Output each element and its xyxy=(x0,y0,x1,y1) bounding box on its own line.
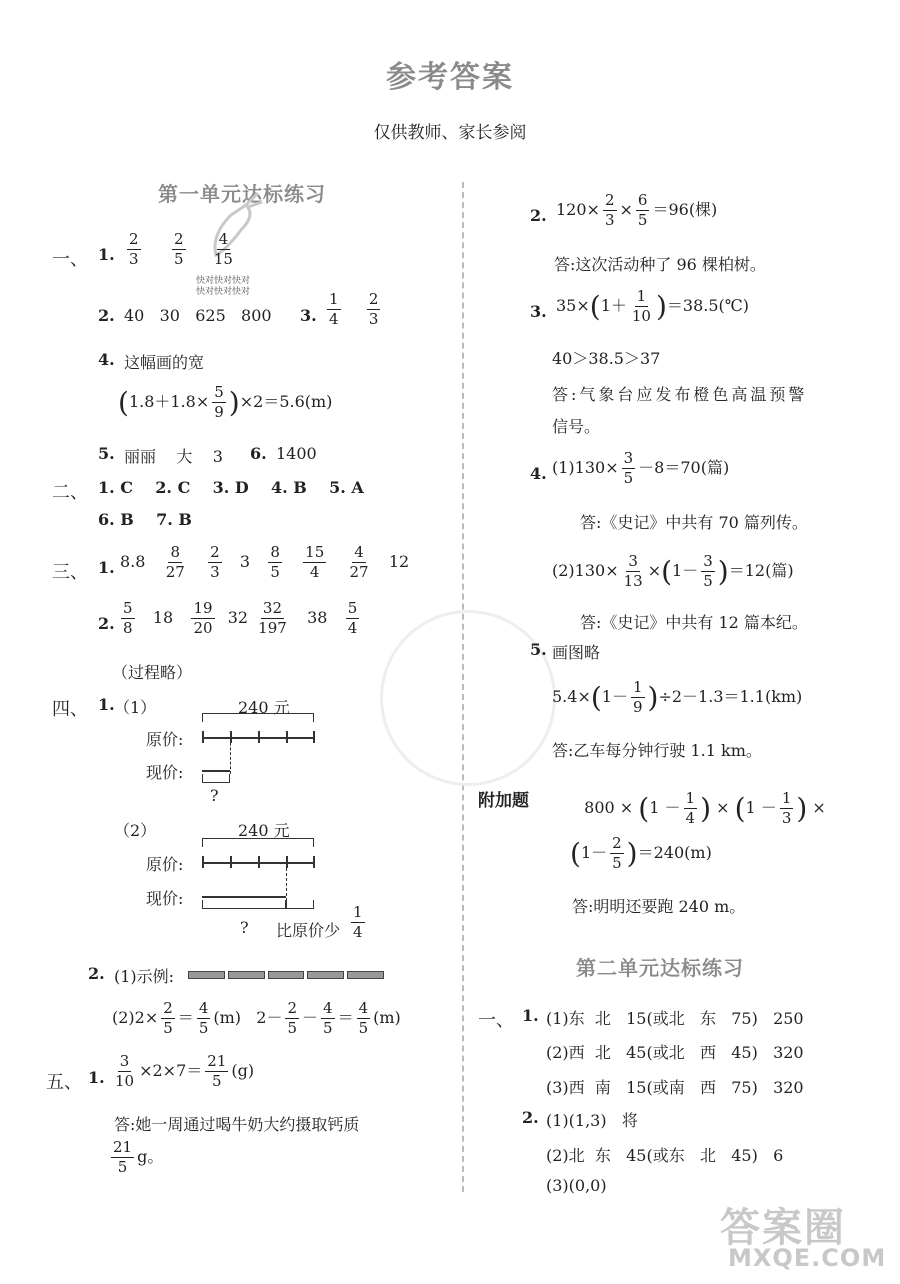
unit1-q4-text: 这幅画的宽 xyxy=(124,353,205,372)
fraction: $\frac{1}{4}$ xyxy=(353,903,363,941)
bonus-label: 附加题 xyxy=(478,791,529,811)
diagram1-total-brace xyxy=(202,713,314,722)
tick xyxy=(313,731,315,743)
fraction: $\frac{5}{8}$ xyxy=(123,599,133,637)
fraction: $\frac{1}{4}$ xyxy=(685,789,696,827)
tick xyxy=(313,856,315,868)
fraction: $\frac{1}{10}$ xyxy=(631,287,651,325)
unit2-row4: (1)(1,3) 将 xyxy=(546,1111,638,1130)
watermark-circle xyxy=(380,610,556,786)
unit1-s4-q2-example: (1)示例: xyxy=(114,967,175,986)
tick xyxy=(258,731,260,743)
unit1-s4-p1: （1） xyxy=(114,698,157,717)
tick xyxy=(258,856,260,868)
diagram2-now-label: 现价: xyxy=(146,889,184,908)
stamp-text: 快对快对快对 快对快对快对 xyxy=(196,276,251,297)
unit1-q4-formula: (1.8＋1.8× $\frac{5}{9}$ )×2＝5.6(m) xyxy=(118,383,333,421)
unit1-s3-q2-num: 2. xyxy=(98,614,115,633)
unit1-s2-row2: 6. B 7. B xyxy=(98,510,192,529)
dashed-line xyxy=(230,738,231,774)
diagram2-less-label: 比原价少 xyxy=(276,921,341,940)
example-bar xyxy=(188,971,384,979)
fraction: $\frac{2}{3}$ xyxy=(129,230,139,268)
fraction: $\frac{5}{4}$ xyxy=(347,599,358,637)
unit1-s3-note: （过程略） xyxy=(112,663,193,682)
right-q4-answer1: 答:《史记》中共有 70 篇列传。 xyxy=(580,513,808,532)
diagram1-now-brace xyxy=(202,774,230,783)
fraction: $\frac{4}{15}$ xyxy=(213,230,233,268)
fraction: $\frac{2}{3}$ xyxy=(210,543,220,581)
unit2-s1-label: 一、 xyxy=(478,1010,514,1031)
page-title: 参考答案 xyxy=(386,60,514,95)
bonus-formula1: 800 × (1 － $\frac{1}{4}$ ) × (1 － $\frac{1}{3}$ ) × xyxy=(584,789,826,827)
unit1-s4-q2-num: 2. xyxy=(88,964,105,983)
unit1-q4-num: 4. xyxy=(98,350,115,369)
unit2-row5: (2)北 东 45(或东 北 45) 6 xyxy=(546,1146,784,1165)
unit1-s4-q2-formula: (2)2× $\frac{2}{5}$ ＝ $\frac{4}{5}$ (m) 2－ $\frac{2}{5}$ － $\frac{4}{5}$ ＝ $\frac{4}{5}$ (m) xyxy=(112,999,401,1037)
fraction: $\frac{8}{27}$ xyxy=(165,543,185,581)
fraction: $\frac{1}{3}$ xyxy=(781,789,792,827)
fraction: $\frac{1}{4}$ xyxy=(329,290,339,328)
fraction: $\frac{21}{5}$ xyxy=(113,1138,133,1176)
unit1-q1-num: 1. xyxy=(98,245,115,264)
unit1-s5-formula: $\frac{3}{10}$ ×2×7＝ $\frac{21}{5}$ (g) xyxy=(115,1052,255,1090)
unit1-s5-label: 五、 xyxy=(46,1072,82,1093)
unit1-s3-q2-answers: $\frac{5}{8}$ 18 $\frac{19}{20}$ 32 $\frac{32}{197}$ 38 $\frac{5}{4}$ xyxy=(123,599,358,637)
unit1-title: 第一单元达标练习 xyxy=(158,182,326,206)
right-q4-formula1: (1)130× $\frac{3}{5}$ －8＝70(篇) xyxy=(552,449,730,487)
unit1-q6-num: 6. xyxy=(250,444,267,463)
tick xyxy=(286,731,288,743)
unit1-s4-label: 四、 xyxy=(52,699,88,720)
unit1-q2-num: 2. xyxy=(98,306,115,325)
unit1-s3-q1-num: 1. xyxy=(98,558,115,577)
diagram2-diff-brace xyxy=(286,900,314,909)
unit1-s3-label: 三、 xyxy=(52,562,88,583)
diagram2-now-brace xyxy=(202,900,286,909)
unit2-row6: (3)(0,0) xyxy=(546,1176,607,1195)
fraction: $\frac{4}{5}$ xyxy=(358,999,369,1037)
fraction: $\frac{3}{13}$ xyxy=(623,552,643,590)
fraction: $\frac{6}{5}$ xyxy=(637,191,648,229)
fraction-wrapper xyxy=(348,905,368,940)
fraction: $\frac{32}{197}$ xyxy=(258,599,287,637)
fraction: $\frac{2}{5}$ xyxy=(163,999,173,1037)
unit1-s3-q1-answers: 8.8 $\frac{8}{27}$ $\frac{2}{3}$ 3 $\frac{8}{5}$ $\frac{15}{4}$ $\frac{4}{27}$ 12 xyxy=(120,543,410,581)
fraction: $\frac{2}{5}$ xyxy=(612,834,622,872)
tick xyxy=(202,731,204,743)
right-q5-text: 画图略 xyxy=(552,643,601,662)
unit1-q3-num: 3. xyxy=(300,306,317,325)
fraction: $\frac{3}{5}$ xyxy=(703,552,713,590)
fraction: $\frac{3}{5}$ xyxy=(623,449,634,487)
fraction: $\frac{1}{9}$ xyxy=(632,678,643,716)
fraction: $\frac{5}{9}$ xyxy=(214,383,224,421)
right-q3-answer2: 信号。 xyxy=(552,417,601,436)
unit2-row3: (3)西 南 15(或南 西 75) 320 xyxy=(546,1078,804,1097)
fraction: $\frac{2}{5}$ xyxy=(287,999,298,1037)
right-q5-answer: 答:乙车每分钟行驶 1.1 km。 xyxy=(552,741,762,760)
right-q4-answer2: 答:《史记》中共有 12 篇本纪。 xyxy=(580,613,808,632)
bonus-answer: 答:明明还要跑 240 m。 xyxy=(572,897,746,916)
fraction: $\frac{19}{20}$ xyxy=(193,599,213,637)
dashed-line xyxy=(286,863,287,901)
right-q2-formula: 120× $\frac{2}{3}$ × $\frac{6}{5}$ ＝96(棵) xyxy=(556,191,718,229)
fraction: $\frac{2}{5}$ xyxy=(173,230,184,268)
unit2-row1: (1)东 北 15(或北 东 75) 250 xyxy=(546,1009,804,1028)
right-q3-answer1: 答:气象台应发布橙色高温预警 xyxy=(552,385,808,404)
unit2-q2-num: 2. xyxy=(522,1108,539,1127)
unit1-s5-q1-num: 1. xyxy=(88,1068,105,1087)
fraction: $\frac{8}{5}$ xyxy=(270,543,280,581)
diagram1-now-label: 现价: xyxy=(146,763,184,782)
diagram2-now-bar xyxy=(202,896,286,898)
tick xyxy=(230,856,232,868)
diagram1-orig-label: 原价: xyxy=(146,730,184,749)
unit1-q2-values: 40 30 625 800 xyxy=(124,306,272,325)
unit1-s2-row1: 1. C 2. C 3. D 4. B 5. A xyxy=(98,478,364,497)
diagram1-total-label: 240 元 xyxy=(238,698,290,717)
unit1-s1-label: 一、 xyxy=(52,249,88,270)
fraction: $\frac{4}{27}$ xyxy=(349,543,369,581)
unit1-s4-q1-num: 1. xyxy=(98,695,115,714)
right-q2-num: 2. xyxy=(530,206,547,225)
diagram2-question: ? xyxy=(240,918,249,937)
fraction: $\frac{21}{5}$ xyxy=(207,1052,227,1090)
watermark-url: MXQE.COM xyxy=(728,1244,887,1272)
unit2-q1-num: 1. xyxy=(522,1006,539,1025)
fraction: $\frac{2}{3}$ xyxy=(368,290,379,328)
watermark-logo: 答案圈 xyxy=(720,1205,846,1251)
diagram2-orig-label: 原价: xyxy=(146,855,184,874)
right-q3-compare: 40＞38.5＞37 xyxy=(552,349,661,368)
unit1-s4-p2: （2） xyxy=(114,821,157,840)
right-q4-num: 4. xyxy=(530,464,547,483)
right-q4-formula2: (2)130× $\frac{3}{13}$ ×(1－ $\frac{3}{5}$ )＝12(篇) xyxy=(552,552,794,590)
right-q3-num: 3. xyxy=(530,302,547,321)
fraction: $\frac{3}{10}$ xyxy=(115,1052,135,1090)
bonus-formula2: (1－ $\frac{2}{5}$ )＝240(m) xyxy=(570,834,712,872)
unit2-title: 第二单元达标练习 xyxy=(576,956,744,980)
unit1-q1-answers xyxy=(124,232,238,267)
unit1-q6-value: 1400 xyxy=(276,444,317,463)
diagram2-total-brace xyxy=(202,838,314,847)
fraction: $\frac{4}{5}$ xyxy=(198,999,209,1037)
page-subtitle: 仅供教师、家长参阅 xyxy=(373,123,527,143)
unit1-q3-answers xyxy=(324,292,383,327)
diagram2-total-label: 240 元 xyxy=(238,821,290,840)
diagram1-now-bar xyxy=(202,770,230,772)
right-q5-formula: 5.4×(1－ $\frac{1}{9}$ )÷2－1.3＝1.1(km) xyxy=(552,678,803,716)
right-q3-formula: 35×(1＋ $\frac{1}{10}$ )＝38.5(℃) xyxy=(556,287,749,325)
diagram1-question: ? xyxy=(210,786,219,805)
unit1-q5-num: 5. xyxy=(98,444,115,463)
right-q5-num: 5. xyxy=(530,640,547,659)
unit2-row2: (2)西 北 45(或北 西 45) 320 xyxy=(546,1043,804,1062)
unit1-s2-label: 二、 xyxy=(52,482,88,503)
fraction: $\frac{2}{3}$ xyxy=(604,191,615,229)
unit1-s5-answer: 答:她一周通过喝牛奶大约摄取钙质 xyxy=(114,1115,360,1134)
unit1-s5-answer-value: $\frac{21}{5}$ g。 xyxy=(113,1138,164,1176)
tick xyxy=(202,856,204,868)
unit1-q5-text: 丽丽 大 3 xyxy=(124,447,223,466)
fraction: $\frac{4}{5}$ xyxy=(323,999,333,1037)
right-q2-answer: 答:这次活动种了 96 棵柏树。 xyxy=(554,255,766,274)
fraction: $\frac{15}{4}$ xyxy=(305,543,325,581)
